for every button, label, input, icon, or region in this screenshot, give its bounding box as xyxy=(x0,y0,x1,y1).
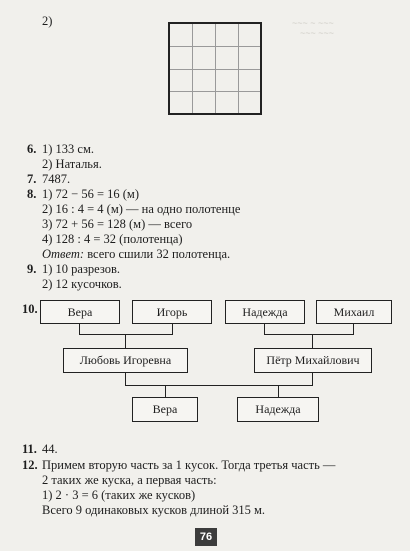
answer-9-line-2: 2) 12 кусочков. xyxy=(42,277,122,291)
tree-box-vera-top: Вера xyxy=(40,300,120,324)
answer-12-line-3: 1) 2 · 3 = 6 (таких же кусков) xyxy=(42,488,196,502)
tree-box-nadezhda-bottom: Надежда xyxy=(237,397,319,422)
answer-7-line-1: 7487. xyxy=(42,172,71,186)
answer-12-number: 12. xyxy=(22,458,38,472)
answer-8-line-3: 3) 72 + 56 = 128 (м) — всего xyxy=(42,217,193,231)
answer-8-final xyxy=(42,247,230,261)
connector-line xyxy=(264,334,354,335)
bleed-through-mark: ~~~ ~~~ xyxy=(300,28,335,38)
answer-label: Ответ: xyxy=(42,247,85,261)
answer-12-line-1: Примем вторую часть за 1 кусок. Тогда третья часть — xyxy=(42,458,336,472)
answer-6-line-2: 2) Наталья. xyxy=(42,157,102,171)
answer-10-number: 10. xyxy=(22,302,38,316)
tree-box-lyubov: Любовь Игоревна xyxy=(63,348,188,373)
answer-8-line-4: 4) 128 : 4 = 32 (полотенца) xyxy=(42,232,183,246)
answer-6-line-1: 1) 133 см. xyxy=(42,142,94,156)
tree-box-nadezhda-top: Надежда xyxy=(225,300,305,324)
connector-line xyxy=(312,334,313,348)
connector-line xyxy=(79,324,80,334)
answer-11-line-1: 44. xyxy=(42,442,58,456)
connector-line xyxy=(165,385,166,397)
page-number: 76 xyxy=(195,528,217,546)
answer-9-number: 9. xyxy=(27,262,37,276)
answer-8-line-1: 1) 72 − 56 = 16 (м) xyxy=(42,187,139,201)
connector-line xyxy=(278,385,279,397)
tree-box-mikhail: Михаил xyxy=(316,300,392,324)
answer-11-number: 11. xyxy=(22,442,37,456)
connector-line xyxy=(79,334,173,335)
answer-8-line-2: 2) 16 : 4 = 4 (м) — на одно полотенце xyxy=(42,202,241,216)
answer-text: всего сшили 32 полотенца. xyxy=(87,247,231,261)
answer-12-line-4: Всего 9 одинаковых кусков длиной 315 м. xyxy=(42,503,266,517)
answer-6-number: 6. xyxy=(27,142,37,156)
answer-12-line-2: 2 таких же куска, а первая часть: xyxy=(42,473,217,487)
answer-7-number: 7. xyxy=(27,172,37,186)
connector-line xyxy=(125,373,126,385)
answer-9-line-1: 1) 10 разрезов. xyxy=(42,262,120,276)
bleed-through-mark: ~~~ ~ ~~~ xyxy=(292,18,334,28)
connector-line xyxy=(172,324,173,334)
item-label: 2) xyxy=(42,14,53,28)
grid-square xyxy=(168,22,262,115)
connector-line xyxy=(353,324,354,334)
tree-box-petr: Пётр Михайлович xyxy=(254,348,372,373)
connector-line xyxy=(264,324,265,334)
connector-line xyxy=(125,334,126,348)
tree-box-vera-bottom: Вера xyxy=(132,397,198,422)
connector-line xyxy=(312,373,313,385)
connector-line xyxy=(125,385,313,386)
tree-box-igor: Игорь xyxy=(132,300,212,324)
answer-8-number: 8. xyxy=(27,187,37,201)
